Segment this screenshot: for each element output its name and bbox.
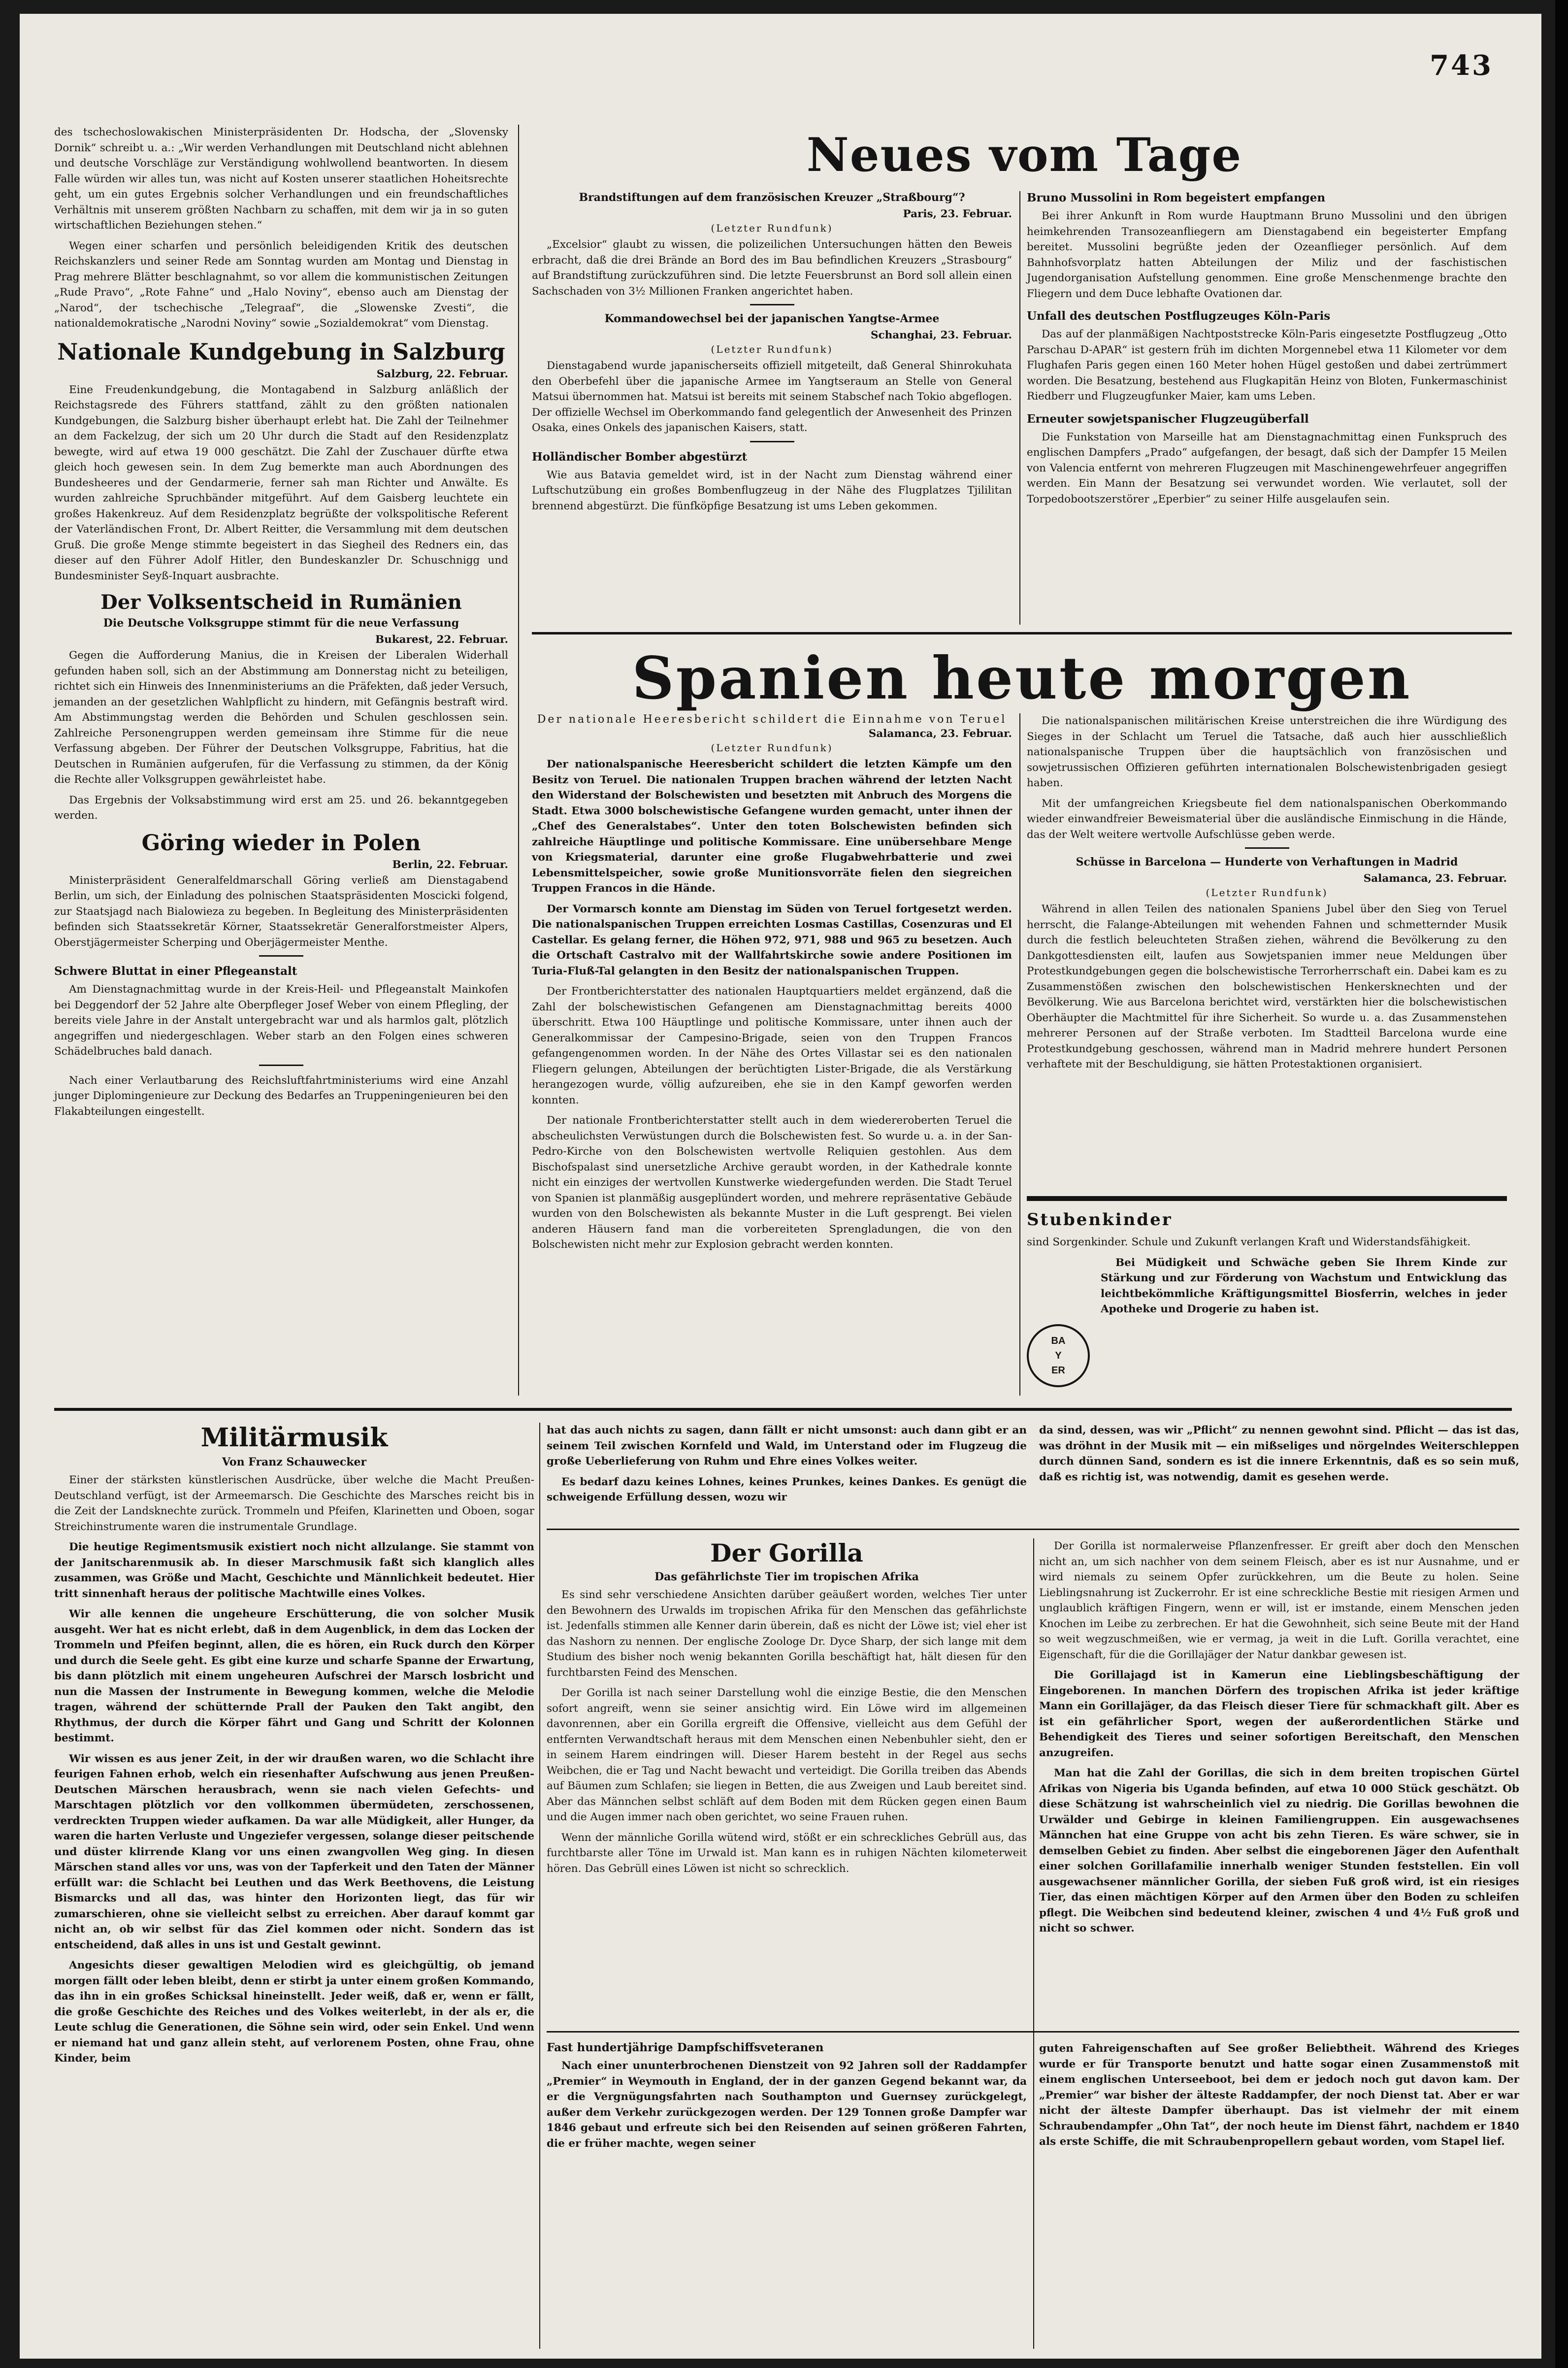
rumaenien-text-2: Das Ergebnis der Volksabstimmung wird erst am 25. und 26. bekanntgegeben werden. [54,794,508,822]
militaer-paragraph: Angesichts dieser gewaltigen Melodien wird es gleichgültig, ob jemand morgen fällt oder leben bleibt, denn er stirbt ja unter einem großen Kommando, das ihn in ein großes Schicksal hineinstellt. Jeder weiß, daß er, wenn er fällt, die große Geschichte des Reiches und des Volkes weiterlebt, in der als er, die Leute schlug die Generationen, die Söhne sein wird, oder sein Enkel. Und wenn er niemand hat und ganz allein steht, auf verlorenem Posten, ohne Frau, ohne Kinder, beim [54,1959,534,2065]
column-rule [539,1423,540,2349]
gorilla-right [1039,1538,1519,1941]
bomber-text: Wie aus Batavia gemeldet wird, ist in der Nacht zum Dienstag während einer Luftschutzübung ein großes Bombenflugzeug in der Nähe des Flugplatzes Tjililitan brennend abgestürzt. Die fünfköpfige Besatzung ist ums Leben gekommen. [532,468,1012,512]
goering-text: Ministerpräsident Generalfeldmarschall Göring verließ am Dienstagabend Berlin, um sich, der Einladung des polnischen Staatspräsidenten Moscicki folgend, zur Staatsjagd nach Bialowieza zu begeben. In Begleitung des Ministerpräsidenten befinden sich Staatssekretär Körner, Staatssekretär Generalforstmeister Alpers, Oberstjägermeister Scherping und Oberjägermeister Menthe. [54,874,508,949]
newspaper-page [20,14,1541,2359]
intro-paragraph: Wegen einer scharfen und persönlich beleidigenden Kritik des deutschen Reichskanzlers und seiner Rede am Sonntag wurden am Montag und Dienstag in Prag mehrere Blätter beschlagnahmt, so vor allem die kommunistischen Zeitungen „Rude Pravo“, „Rote Fahne“ und „Halo Noviny“, ebenso auch am Dienstag der „Narod“, der tschechische „Telegraaf“, die „Slowenske Zvesti“, die nationaldemokratische „Narodni Noviny“ sowie „Sozialdemokrat“ vom Dienstag. [54,239,508,330]
militaer-col-2 [547,1423,1027,1510]
spanien-right-paragraph: Die nationalspanischen militärischen Kreise unterstreichen die ihre Würdigung des Sieges in der Schlacht um Teruel die Tatsache, daß auch hier ausschließlich nationalspanische Truppen über die hauptsächlich von französischen und sowjetrussischen Offizieren geführten internationalen Bolschewistenbrigaden gesiegt haben. [1027,715,1507,789]
spanien-agency: (Letzter Rundfunk) [711,742,833,754]
rumaenien-subtitle: Die Deutsche Volksgruppe stimmt für die neue Verfassung [103,617,459,630]
divider [750,304,794,305]
ad-line-1: sind Sorgenkinder. Schule und Zukunft verlangen Kraft und Widerstandsfähigkeit. [1027,1236,1471,1248]
section-rule [547,2031,1519,2033]
neues-col-1 [532,191,1012,519]
spanien-paragraph: Der Vormarsch konnte am Dienstag im Süden von Teruel fortgesetzt werden. Die nationalspanischen Truppen erreichten Losmas Castillas, Cosenzuras und El Castellar. Es gelang ferner, die Höhen 972, 971, 988 und 965 zu besetzen. Auch die Ortschaft Castralvo mit der Wallfahrtskirche sowie andere Positionen im Turia-Fluß-Tal gelangten in den Besitz der nationalspanischen Truppen. [532,902,1012,977]
salzburg-headline: Nationale Kundgebung in Salzburg [57,338,505,365]
barcelona-dateline: Salamanca, 23. Februar. [1363,872,1507,885]
militaer-col-3 [1039,1423,1519,1490]
dampfer-text-2: guten Fahreigenschaften auf See großer Beliebtheit. Während des Krieges wurde er für Transporte benutzt und hatte sogar einen Zusammenstoß mit einem englischen Unterseeboot, bei dem er jedoch noch gut davon kam. Der „Premier“ war bisher der älteste Raddampfer, der noch Dienst tat. Aber er war nicht der älteste Dampfer überhaupt. Das ist vielmehr der mit einem Schraubendampfer „Ohn Tat“, der noch heute im Dienst fährt, nachdem er 1840 als erste Schiffe, die mit Schraubenpropellern gebaut worden, vom Stapel lief. [1039,2042,1519,2148]
unfall-headline: Unfall des deutschen Postflugzeuges Köln-Paris [1027,309,1331,323]
ueberfall-text: Die Funkstation von Marseille hat am Dienstagnachmittag einen Funkspruch des englischen Dampfers „Prado“ aufgefangen, der besagt, daß sich der Dampfer 15 Meilen von Valencia entfernt von mehreren Flugzeugen mit Maschinengewehrfeuer angegriffen werden. Ein Mann der Besatzung sei verwundet worden. Wie verlautet, soll der Torpedobootszerstörer „Eperbier“ zu seiner Hilfe ausgelaufen sein. [1027,431,1507,505]
spanien-subhead: Der nationale Heeresbericht schildert die Einnahme von Teruel [537,713,1007,726]
barcelona-text: Während in allen Teilen des nationalen Spaniens Jubel über den Sieg von Teruel herrscht, die Falange-Abteilungen mit wehenden Fahnen und schmetternder Musik durch die festlich beleuchteten Straßen ziehen, während die Bevölkerung zu den Dankgottesdiensten eilt, laufen aus Sowjetspanien immer neue Meldungen über Protestkundgebungen gegen die bolschewistische Terrorherrschaft ein. Dabei kam es zu Zusammenstößen zwischen den bolschewistischen Henkersknechten und der Bevölkerung. Wie aus Barcelona berichtet wird, verstärkten hier die bolschewistischen Oberhäupter die Machtmittel für ihre Sicherheit. So wurde u. a. das Zusammenstehen mehrerer Personen auf der Straße verboten. Im Stadtteil Barcelona wurde eine Protestkundgebung geschossen, während man in Madrid mehrere hundert Personen verhaftete mit der Beschuldigung, sie hätten Protestaktionen organisiert. [1027,903,1507,1070]
bluttat-text: Am Dienstagnachmittag wurde in der Kreis-Heil- und Pflegeanstalt Mainkofen bei Deggendorf der 52 Jahre alte Oberpfleger Josef Weber von einem Pflegling, der bereits viele Jahre in der Anstalt untergebracht war und als harmlos galt, plötzlich angegriffen und niedergeschlagen. Weber starb an den Folgen eines schweren Schädelbruches bald danach. [54,983,508,1058]
bayer-cross-logo [1027,1324,1090,1387]
dampfer-left [547,2041,1027,2156]
barcelona-headline: Schüsse in Barcelona — Hunderte von Verhaftungen in Madrid [1076,856,1458,868]
gorilla-right-paragraph: Die Gorillajagd ist in Kamerun eine Lieblingsbeschäftigung der Eingeborenen. In manchen Dörfern des tropischen Afrika ist jeder kräftige Mann ein Gorillajäger, da das Fleisch dieser Tiere für schmackhaft gilt. Aber es ist ein gefährlicher Sport, wegen der außerordentlichen Stärke und Behendigkeit des Tieres und seiner sofortigen Bereitschaft, den Menschen anzugreifen. [1039,1669,1519,1759]
scan-edge [1555,0,1568,2368]
bluttat-headline: Schwere Bluttat in einer Pflegeanstalt [54,965,297,978]
jangtse-text: Dienstagabend wurde japanischerseits offiziell mitgeteilt, daß General Shinrokuhata den Oberbefehl über die japanische Armee im Yangtseraum an Stelle von General Matsui übernommen hat. Matsui ist bereits mit seinem Stabschef nach Tokio abgeflogen. Der offizielle Wechsel im Oberkommando fand gelegentlich der Anwesenheit des Prinzen Osaka, eines Onkels des japanischen Kaisers, statt. [532,360,1012,434]
neues-col-2 [1027,191,1507,512]
goering-headline: Göring wieder in Polen [141,830,421,856]
rumaenien-headline: Der Volksentscheid in Rumänien [100,591,462,614]
bomber-headline: Holländischer Bomber abgestürzt [532,450,748,464]
spanien-masthead: Spanien heute morgen [632,644,1412,712]
ueberfall-headline: Erneuter sowjetspanischer Flugzeugüberfall [1027,412,1309,426]
gorilla-right-paragraph: Der Gorilla ist normalerweise Pflanzenfresser. Er greift aber doch den Menschen nicht an, um sich nachher von dem seinem Fleisch, aber es ist nur Ausnahme, und er wird niemals zu seinem Opfer zurückkehren, um die Beute zu holen. Seine Lieblingsnahrung ist Zuckerrohr. Er ist eine schreckliche Bestie mit riesigen Armen und unglaublich kräftigen Fingern, wenn er will, ist er imstande, einem Menschen jeden Knochen im Leibe zu zerbrechen. Er hat die Gewohnheit, sich seine Beute mit der Hand so weit wegzuschmeißen, wie er vermag, ja weit in die Luft. Gorilla verachtet, eine Eigenschaft, für die die Gorillajäger der Natur dankbar gewesen ist. [1039,1540,1519,1661]
strassburg-agency: (Letzter Rundfunk) [711,222,833,234]
spanien-dateline: Salamanca, 23. Februar. [868,728,1012,740]
biosferrin-ad [1027,1196,1507,1398]
spanien-paragraph: Der Frontberichterstatter des nationalen Hauptquartiers meldet ergänzend, daß die Zahl der bolschewistischen Gefangenen am Dienstagnachmittag bereits 4000 überschritt. Etwa 100 Häuptlinge und politische Kommissare, unter ihnen auch der Generalkommissar der Campesino-Brigade, seien von den Truppen Francos gefangengenommen worden. In der Nähe des Ortes Villastar sei es den nationalen Fliegern gelungen, Abteilungen der berüchtigten Lister-Brigade, die als Verstärkung herangezogen wurde, völlig aufzureiben, ehe sie in den Kampf geworfen werden konnten. [532,985,1012,1106]
militaer-author: Von Franz Schauwecker [222,1456,367,1468]
rumaenien-text: Gegen die Aufforderung Manius, die in Kreisen der Liberalen Widerhall gefunden haben soll, sich an der Abstimmung am Donnerstag nicht zu beteiligen, richtet sich ein Hinweis des Innenministeriums an die Präfekten, daß jeder Versuch, jemanden an der gesetzlichen Wahlpflicht zu hindern, mit Gefängnis bestraft wird. Am Abstimmungstag werden die Behörden und Schulen geschlossen sein. Zahlreiche Personengruppen werden gemeinsam ihre Stimme für die neue Verfassung abgeben. Der Führer der Deutschen Volksgruppe, Fabritius, hat die Deutschen in Rumänien aufgerufen, für die Verfassung zu stimmen, da der König die Rechte aller Volksgruppen gewährleistet habe. [54,649,508,786]
strassburg-text: „Excelsior“ glaubt zu wissen, die polizeilichen Untersuchungen hätten den Beweis erbracht, daß die drei Brände an Bord des im Bau befindlichen Kreuzers „Strasbourg“ auf Brandstiftung zurückzuführen sind. Die letzte Feuersbrunst an Bord soll allein einen Sachschaden von 3½ Millionen Franken angerichtet haben. [532,238,1012,298]
mussolini-headline: Bruno Mussolini in Rom begeistert empfangen [1027,191,1326,204]
logo-text-top: BA [1051,1335,1066,1346]
mussolini-text: Bei ihrer Ankunft in Rom wurde Hauptmann Bruno Mussolini und den übrigen heimkehrenden Transozeanfliegern am Dienstagabend ein begeisterter Empfang bereitet. Mussolini begrüßte jeden der Ozeanflieger persönlich. Auf dem Bahnhofsvorplatz hatten Abteilungen der Miliz und der faschistischen Jugendorganisation Aufstellung genommen. Eine große Menschenmenge brachte den Fliegern und dem Duce lebhafte Ovationen dar. [1027,210,1507,300]
spanien-right-paragraph: Mit der umfangreichen Kriegsbeute fiel dem nationalspanischen Oberkommando wieder einwandfreier Beweismaterial über die ausländische Einmischung in die Hände, das der Welt weitere wertvolle Aufschlüsse geben werde. [1027,797,1507,841]
strassburg-headline: Brandstiftungen auf dem französischen Kreuzer „Straßbourg“? [579,191,965,204]
jangtse-dateline: Schanghai, 23. Februar. [871,329,1012,341]
logo-text-bot: ER [1051,1365,1065,1376]
barcelona-agency: (Letzter Rundfunk) [1206,887,1328,899]
militaer-paragraph: Wir alle kennen die ungeheure Erschütterung, die von solcher Musik ausgeht. Wer hat es nicht erlebt, daß in dem Augenblick, in dem das Locken der Trommeln und Pfeifen beginnt, allen, die es hören, ein Ruck durch den Körper und durch die Seele geht. Es gibt eine kurze und scharfe Spanne der Erwartung, bis dann plötzlich mit einem ungeheuren Aufschrei der Marsch losbricht und nun die Massen der Instrumente in Bewegung kommen, welche die Melodie tragen, während der schütternde Prall der Pauken den Takt angibt, den Rhythmus, der durch die Körper fährt und Gang und Schritt der Kolonnen bestimmt. [54,1608,534,1744]
ad-line-2: Bei Müdigkeit und Schwäche geben Sie Ihrem Kinde zur Stärkung und zur Förderung von Wachstum und Entwicklung das leichtbekömmliche Kräftigungsmittel Biosferrin, welches in jeder Apotheke und Drogerie zu haben ist. [1101,1256,1507,1315]
gorilla-headline: Der Gorilla [710,1538,863,1568]
gorilla-paragraph: Es sind sehr verschiedene Ansichten darüber geäußert worden, welches Tier unter den Bewohnern des Urwalds im tropischen Afrika für den Menschen das gefährlichste ist. Jedenfalls stimmen alle Kenner darin überein, daß es nicht der Löwe ist; viel eher ist das Nashorn zu nennen. Der englische Zoologe Dr. Dyce Sharp, der sich lange mit dem Studium des bisher noch wenig bekannten Gorilla beschäftigt hat, hält diesen für den furchtbarsten Feind des Menschen. [547,1589,1027,1679]
goering-dateline: Berlin, 22. Februar. [392,858,508,871]
luftfahrt-text: Nach einer Verlautbarung des Reichsluftfahrtministeriums wird eine Anzahl junger Diplomingenieure zur Deckung des Bedarfes an Truppeningenieuren bei den Flakabteilungen eingestellt. [54,1074,508,1118]
rumaenien-dateline: Bukarest, 22. Februar. [375,634,508,646]
unfall-text: Das auf der planmäßigen Nachtpoststrecke Köln-Paris eingesetzte Postflugzeug „Otto Parschau D-APAR“ ist gestern früh im dichten Morgennebel etwa 11 Kilometer vor dem Flughafen Paris gegen einen 160 Meter hohen Hügel gestoßen und dabei zertrümmert worden. Die Besatzung, bestehend aus Flugkapitän Heinz von Bloten, Funkermaschinist Riedberr und Flugzeugfunker Maier, kam ums Leben. [1027,328,1507,402]
logo-text-mid: Y [1055,1350,1062,1361]
militaer-continuation-2: Es bedarf dazu keines Lohnes, keines Prunkes, keines Dankes. Es genügt die schweigende Erfüllung dessen, wozu wir [547,1475,1027,1503]
militaer-paragraph: Wir wissen es aus jener Zeit, in der wir draußen waren, wo die Schlacht ihre feurigen Fahnen erhob, welch ein riesenhafter Aufschwung aus jenen Preußen-Deutschen Märschen herausbrach, wenn sie nach vielen Gefechts- und Marschtagen plötzlich vor den vollkommen übermüdeten, zerschossenen, verdreckten Truppen wieder aufkamen. Da war alle Müdigkeit, aller Hunger, da waren die harten Verluste und Ungeziefer vergessen, solange dieser peitschende und düster klirrende Klang vor uns einen zwangvollen Weg ging. In diesen Märschen stand alles vor uns, was von der Tapferkeit und den Taten der Männer erfüllt war: die Schlacht bei Leuthen und das Werk Beethovens, die Leistung Bismarcks und all das, was hinter den Horizonten liegt, das für wir zumarschieren, ohne sie vielleicht selbst zu erreichen. Aber darauf kommt gar nicht an, ob wir selbst für das Ziel kommen oder nicht. Sondern das ist entscheidend, daß alles in uns ist und Gestalt gewinnt. [54,1752,534,1951]
column-rule [1019,713,1020,1396]
divider [750,441,794,442]
feuilleton-rule [54,1408,1512,1411]
gorilla-head [547,1538,1027,1881]
divider [259,1065,303,1066]
gorilla-paragraph: Wenn der männliche Gorilla wütend wird, stößt er ein schreckliches Gebrüll aus, das furchtbarste aller Töne im Urwald ist. Man kann es in ruhigen Nächten kilometerweit hören. Das Gebrüll eines Löwen ist nicht so schrecklich. [547,1831,1027,1875]
divider [1245,847,1289,849]
spanien-col-right [1027,713,1507,1077]
salzburg-text: Eine Freudenkundgebung, die Montagabend in Salzburg anläßlich der Reichstagsrede des Führers stattfand, zählt zu den größten nationalen Kundgebungen, die Salzburg bisher überhaupt erlebt hat. Die Zahl der Teilnehmer an dem Fackelzug, der sich um 20 Uhr durch die Stadt auf den Residenzplatz bewegte, wird auf etwa 19 000 geschätzt. Die Zahl der Zuschauer dürfte etwa gleich hoch gewesen sein. In dem Zug bemerkte man auch Abordnungen des Bundesheeres und der Gendarmerie, ferner sah man Richter und Anwälte. Es wurden zahlreiche Spruchbänder mitgeführt. Auf dem Gaisberg leuchtete ein großes Hakenkreuz. Auf dem Residenzplatz begrüßte der volkspolitische Referent der Vaterländischen Front, Dr. Albert Reitter, die Versammlung mit dem deutschen Gruß. Die große Menge stimmte begeistert in das Siegheil des Redners ein, das dieser auf den Führer Adolf Hitler, den Bundeskanzler Dr. Schuschnigg und Bundesminister Seyß-Inquart ausbrachte. [54,383,508,582]
strassburg-dateline: Paris, 23. Februar. [903,208,1012,220]
intro-paragraph: des tschechoslowakischen Ministerpräsidenten Dr. Hodscha, der „Slovensky Dornik“ schreibt u. a.: „Wir werden Verhandlungen mit Deutschland nicht ablehnen und deutsche Vorschläge zur Verständigung wohlwollend beantworten. In diesem Falle würden wir alles tun, was nicht auf Kosten unserer staatlichen Hoheitsrechte geht, um ein gutes Ergebnis solcher Verhandlungen und ein freundschaftliches Verhältnis mit unserem größten Nachbarn zu schaffen, mit dem wir ja in so guten wirtschaftlichen Beziehungen stehen.“ [54,126,508,232]
dampfer-headline: Fast hundertjährige Dampfschiffsveteranen [547,2041,824,2054]
militaer-continuation: hat das auch nichts zu sagen, dann fällt er nicht umsonst: auch dann gibt er an seinem Teil zwischen Kornfeld und Wald, im Unterstand oder im Flugzeug die große Ueberlieferung von Ruhm und Ehre eines Volkes weiter. [547,1424,1027,1467]
column-rule [1019,191,1020,625]
ad-title: Stubenkinder [1027,1210,1173,1230]
gorilla-right-paragraph: Man hat die Zahl der Gorillas, die sich in dem breiten tropischen Gürtel Afrikas von Nigeria bis Uganda befinden, auf etwa 10 000 Stück geschätzt. Ob diese Schätzung ist wahrscheinlich viel zu niedrig. Die Gorillas bewohnen die Urwälder und Gebirge in kleinen Familiengruppen. Ein ausgewachsenes Männchen hat eine Gruppe von acht bis zehn Tieren. Es wäre schwer, sie in demselben Gebiet zu finden. Aber selbst die eingeborenen Jäger den Aufenthalt einer solchen Gorillafamilie innerhalb weniger Stunden feststellen. Ein voll ausgewachsener männlicher Gorilla, der sieben Fuß groß wird, ist ein riesiges Tier, das einen mächtigen Körper auf den Armen über den Boden zu schleifen pflegt. Die Weibchen sind bedeutend kleiner, zwischen 4 und 4½ Fuß groß und nicht so schwer. [1039,1767,1519,1934]
page-number: 743 [1430,49,1493,82]
militaer-paragraph: Einer der stärksten künstlerischen Ausdrücke, über welche die Macht Preußen-Deutschland verfügt, ist der Armeemarsch. Die Geschichte des Marsches reicht bis in die Zeit der Landsknechte zurück. Trommeln und Pfeifen, Klarinetten und Oboen, sogar Streichinstrumente waren die instrumentale Grundlage. [54,1474,534,1533]
column-rule [518,125,519,1396]
spanien-col-mid [532,713,1012,1258]
militaer-headline: Militärmusik [200,1423,388,1453]
spanien-paragraph: Der nationale Frontberichterstatter stellt auch in dem wiedereroberten Teruel die abscheulichsten Verwüstungen durch die Bolschewisten fest. So wurde u. a. in der San-Pedro-Kirche von den Bolschewisten wertvolle Reliquien gestohlen. Aus dem Bischofspalast sind unersetzliche Archive geraubt worden, in der Kathedrale konnte nicht ein einziges der wertvollen Kunstwerke wiedergefunden werden. Die Stadt Teruel von Spanien ist planmäßig ausgeplündert worden, und mehrere repräsentative Gebäude wurden von den Bolschewisten als bekannte Muster in die Luft gesprengt. Bei vielen anderen Häusern fand man die vorbereiteten Sprengladungen, die von den Bolschewisten nicht mehr zur Explosion gebracht werden konnten. [532,1114,1012,1251]
jangtse-agency: (Letzter Rundfunk) [711,343,833,355]
dampfer-text: Nach einer ununterbrochenen Dienstzeit von 92 Jahren soll der Raddampfer „Premier“ in Weymouth in England, der in der ganzen Gegend bekannt war, da er die Vergnügungsfahrten nach Southampton und Guernsey zurückgelegt, außer dem Verkehr zurückgezogen werden. Der 129 Tonnen große Dampfer war 1846 gebaut und erfreute sich bei den Reisenden auf seinen größeren Fahrten, die er früher machte, wegen seiner [547,2060,1027,2150]
spanien-paragraph: Der nationalspanische Heeresbericht schildert die letzten Kämpfe um den Besitz von Teruel. Die nationalen Truppen brachen während der letzten Nacht den Widerstand der Bolschewisten und besetzten mit Anbruch des Morgens die Stadt. Etwa 3000 bolschewistische Gefangene wurden gemacht, unter ihnen der „Chef des Generalstabes“. Unter den toten Bolschewisten befinden sich zahlreiche Häuptlinge und politische Kommissare. Eine unübersehbare Menge von Kriegsmaterial, darunter eine große Flugabwehrbatterie und zwei Lebensmittelspeicher, sowie große Munitionsvorräte fielen den siegreichen Truppen Francos in die Hände. [532,758,1012,895]
ad-content [1027,1210,1507,1322]
militaer-continuation-3: da sind, dessen, was wir „Pflicht“ zu nennen gewohnt sind. Pflicht — das ist das, was dröhnt in der Musik mit — ein mißseliges und nörgelndes Weiterschleppen durch dünnen Sand, sondern es ist die innere Erkenntnis, daß es so sein muß, daß es richtig ist, was notwendig, damit es gesehen werde. [1039,1424,1519,1483]
divider [259,955,303,957]
section-rule [547,1529,1519,1530]
column-rule [1033,1538,1034,2349]
left-column [54,125,508,1124]
section-rule [532,632,1512,634]
militaer-paragraph: Die heutige Regimentsmusik existiert noch nicht allzulange. Sie stammt von der Janitscharenmusik ab. In dieser Marschmusik faßt sich klanglich alles zusammen, was Größe und Macht, Geschichte und Männlichkeit bedeutet. Hier tritt sinnenhaft heraus der politische Machtwille eines Volkes. [54,1541,534,1600]
jangtse-headline: Kommandowechsel bei der japanischen Yangtse-Armee [604,312,940,325]
dampfer-right [1039,2041,1519,2155]
gorilla-paragraph: Der Gorilla ist nach seiner Darstellung wohl die einzige Bestie, die den Menschen sofort angreift, wenn sie seiner ansichtig wird. Ein Löwe wird im allgemeinen davonrennen, aber ein Gorilla ergreift die Offensive, vielleicht aus dem Gefühl der entfernten Verwandtschaft heraus mit dem Menschen einen Nebenbuhler sieht, den er in seinem Harem eindringen will. Dieser Harem besteht in der Regel aus sechs Weibchen, die er Tag und Nacht bewacht und verteidigt. Die Gorilla treiben das Abends auf Bäumen zum Schlafen; sie liegen in Betten, die aus Zweigen und Laub bereitet sind. Aber das Männchen selbst schläft auf dem Boden mit dem Rücken gegen einen Baum und die Augen immer nach oben gerichtet, wo seine Frauen ruhen. [547,1687,1027,1823]
salzburg-dateline: Salzburg, 22. Februar. [376,367,508,380]
neues-masthead: Neues vom Tage [806,128,1242,182]
militaer-column [54,1423,534,2071]
gorilla-subtitle: Das gefährlichste Tier im tropischen Afrika [654,1570,919,1583]
